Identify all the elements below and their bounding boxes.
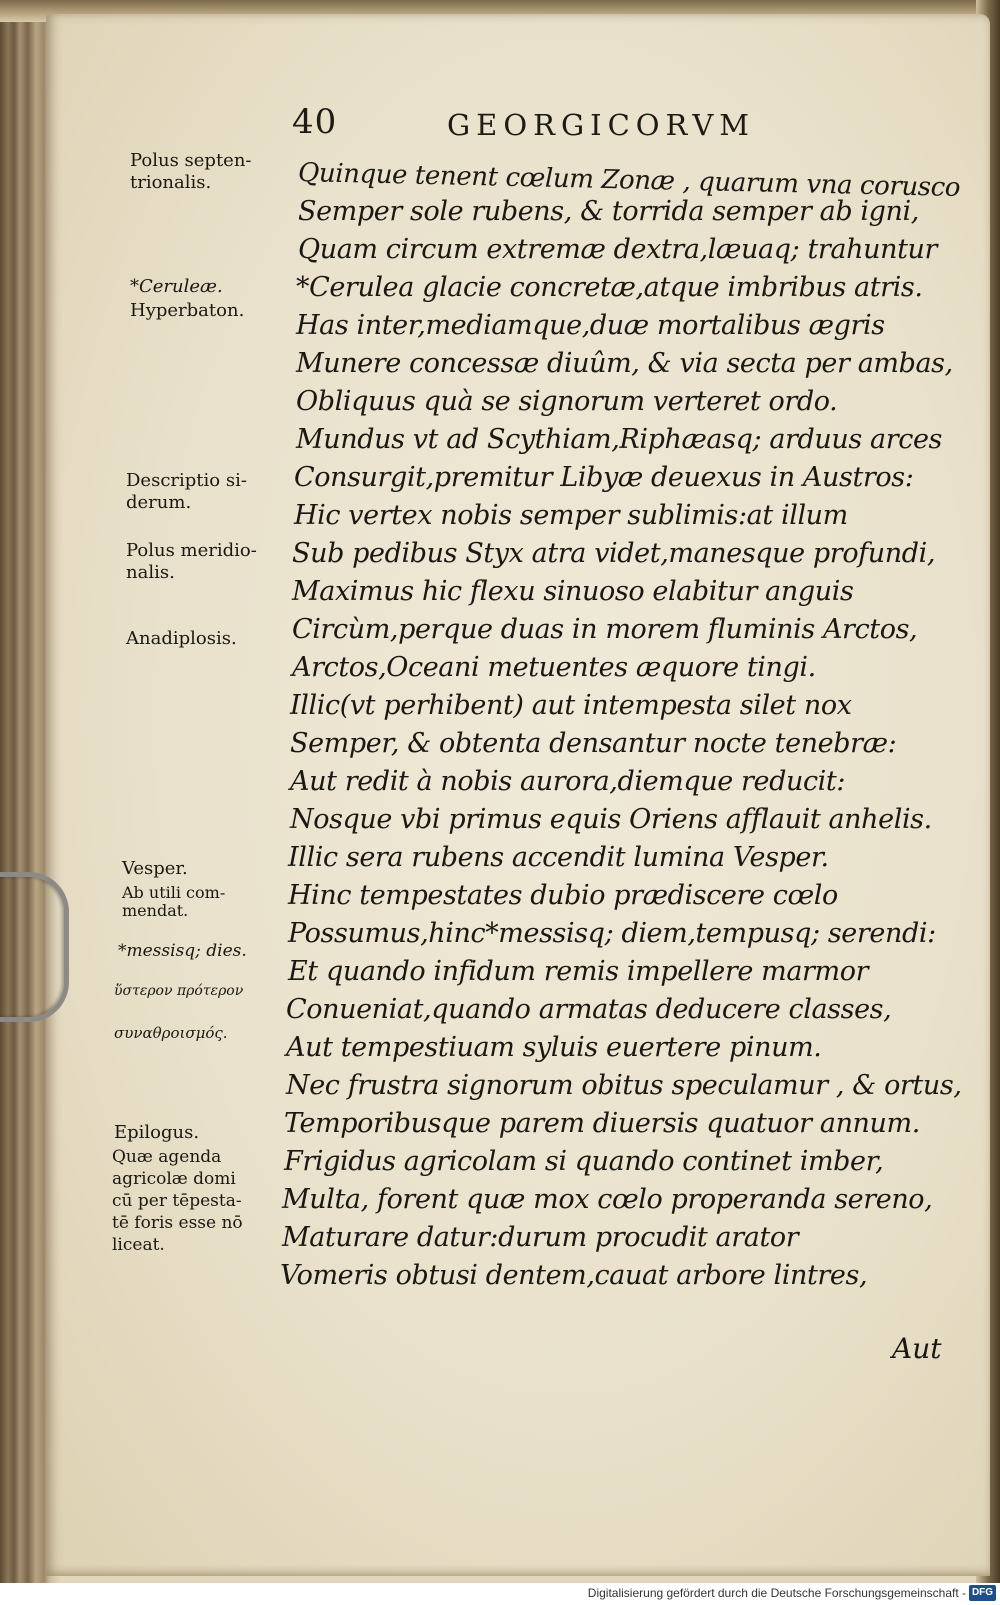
margin-note: Polus meridio- nalis.: [126, 540, 257, 583]
verse-line: Mundus vt ad Scythiam,Riphæasq; arduus arces: [296, 424, 943, 455]
verse-line: Arctos,Oceani metuentes æquore tingi.: [292, 652, 816, 683]
verse-line: Quinque tenent cœlum Zonæ , quarum vna corusco: [297, 158, 961, 204]
margin-note: Anadiplosis.: [126, 628, 237, 649]
margin-note: συναθροισμός.: [114, 1024, 228, 1042]
margin-note: *messisq; dies.: [118, 941, 247, 961]
verse-line: Semper, & obtenta densantur nocte tenebræ:: [290, 728, 897, 759]
margin-note: Descriptio si- derum.: [126, 470, 247, 513]
catchword: Aut: [892, 1332, 942, 1365]
verse-line: Hic vertex nobis semper sublimis:at illum: [294, 500, 848, 531]
page-header: [292, 102, 852, 146]
verse-line: Sub pedibus Styx atra videt,manesque profundi,: [292, 538, 936, 569]
verse-line: Maximus hic flexu sinuoso elabitur anguis: [292, 576, 854, 607]
running-title: GEORGICORVM: [447, 108, 755, 142]
margin-note: Epilogus.: [114, 1122, 200, 1143]
verse-line: Temporibusque parem diuersis quatuor annum.: [284, 1108, 920, 1139]
verse-line: Has inter,mediamque,duæ mortalibus ægris: [296, 310, 885, 341]
margin-note: ὕστερον πρότερον: [114, 983, 244, 999]
verse-line: Aut redit à nobis aurora,diemque reducit:: [290, 766, 846, 797]
verse-line: Maturare datur:durum procudit arator: [282, 1222, 799, 1253]
margin-note: Ab utili com- mendat.: [122, 883, 226, 920]
verse-line: Et quando infidum remis impellere marmor: [288, 956, 869, 987]
verse-line: Multa, forent quæ mox cœlo properanda sereno,: [282, 1184, 933, 1215]
funding-credit: Digitalisierung gefördert durch die Deutsche Forschungsgemeinschaft -: [587, 1586, 966, 1600]
verse-line: Possumus,hinc*messisq; diem,tempusq; serendi:: [288, 918, 936, 949]
verse-line: Vomeris obtusi dentem,cauat arbore lintres,: [280, 1260, 868, 1291]
verse-line: Nec frustra signorum obitus speculamur , & ortus,: [286, 1070, 962, 1101]
margin-note: Vesper.: [122, 858, 188, 879]
verse-line: Illic(vt perhibent) aut intempesta silet nox: [290, 690, 852, 721]
verse-line: Consurgit,premitur Libyæ deuexus in Austros:: [294, 462, 914, 493]
verse-line: Semper sole rubens, & torrida semper ab igni,: [298, 196, 919, 227]
margin-note: *Ceruleæ.: [130, 276, 223, 297]
verse-line: Frigidus agricolam si quando continet imber,: [284, 1146, 884, 1177]
verse-line: Hinc tempestates dubio prædiscere cœlo: [288, 880, 838, 911]
clasp-ring: [0, 872, 69, 1022]
verse-line: Conueniat,quando armatas deducere classes,: [286, 994, 892, 1025]
verse-line: Munere concessæ diuûm, & via secta per ambas,: [296, 348, 953, 379]
verse-line: Aut tempestiuam syluis euertere pinum.: [286, 1032, 822, 1063]
verse-line: Illic sera rubens accendit lumina Vesper.: [288, 842, 829, 873]
dfg-logo: DFG: [969, 1585, 996, 1601]
verse-line: Circùm,perque duas in morem fluminis Arctos,: [292, 614, 918, 645]
verse-line: *Cerulea glacie concretæ,atque imbribus atris.: [296, 272, 923, 303]
page-number: 40: [292, 102, 338, 142]
verse-line: Nosque vbi primus equis Oriens afflauit anhelis.: [290, 804, 932, 835]
footer-bar: [0, 1583, 1000, 1605]
margin-note: Quæ agenda agricolæ domi cū per tēpesta- tē foris esse nō liceat.: [112, 1147, 243, 1255]
margin-note: Polus septen- trionalis.: [130, 150, 252, 193]
verse-line: Obliquus quà se signorum verteret ordo.: [296, 386, 838, 417]
margin-note: Hyperbaton.: [130, 300, 245, 321]
verse-line: Quam circum extremæ dextra,læuaq; trahuntur: [298, 234, 938, 265]
